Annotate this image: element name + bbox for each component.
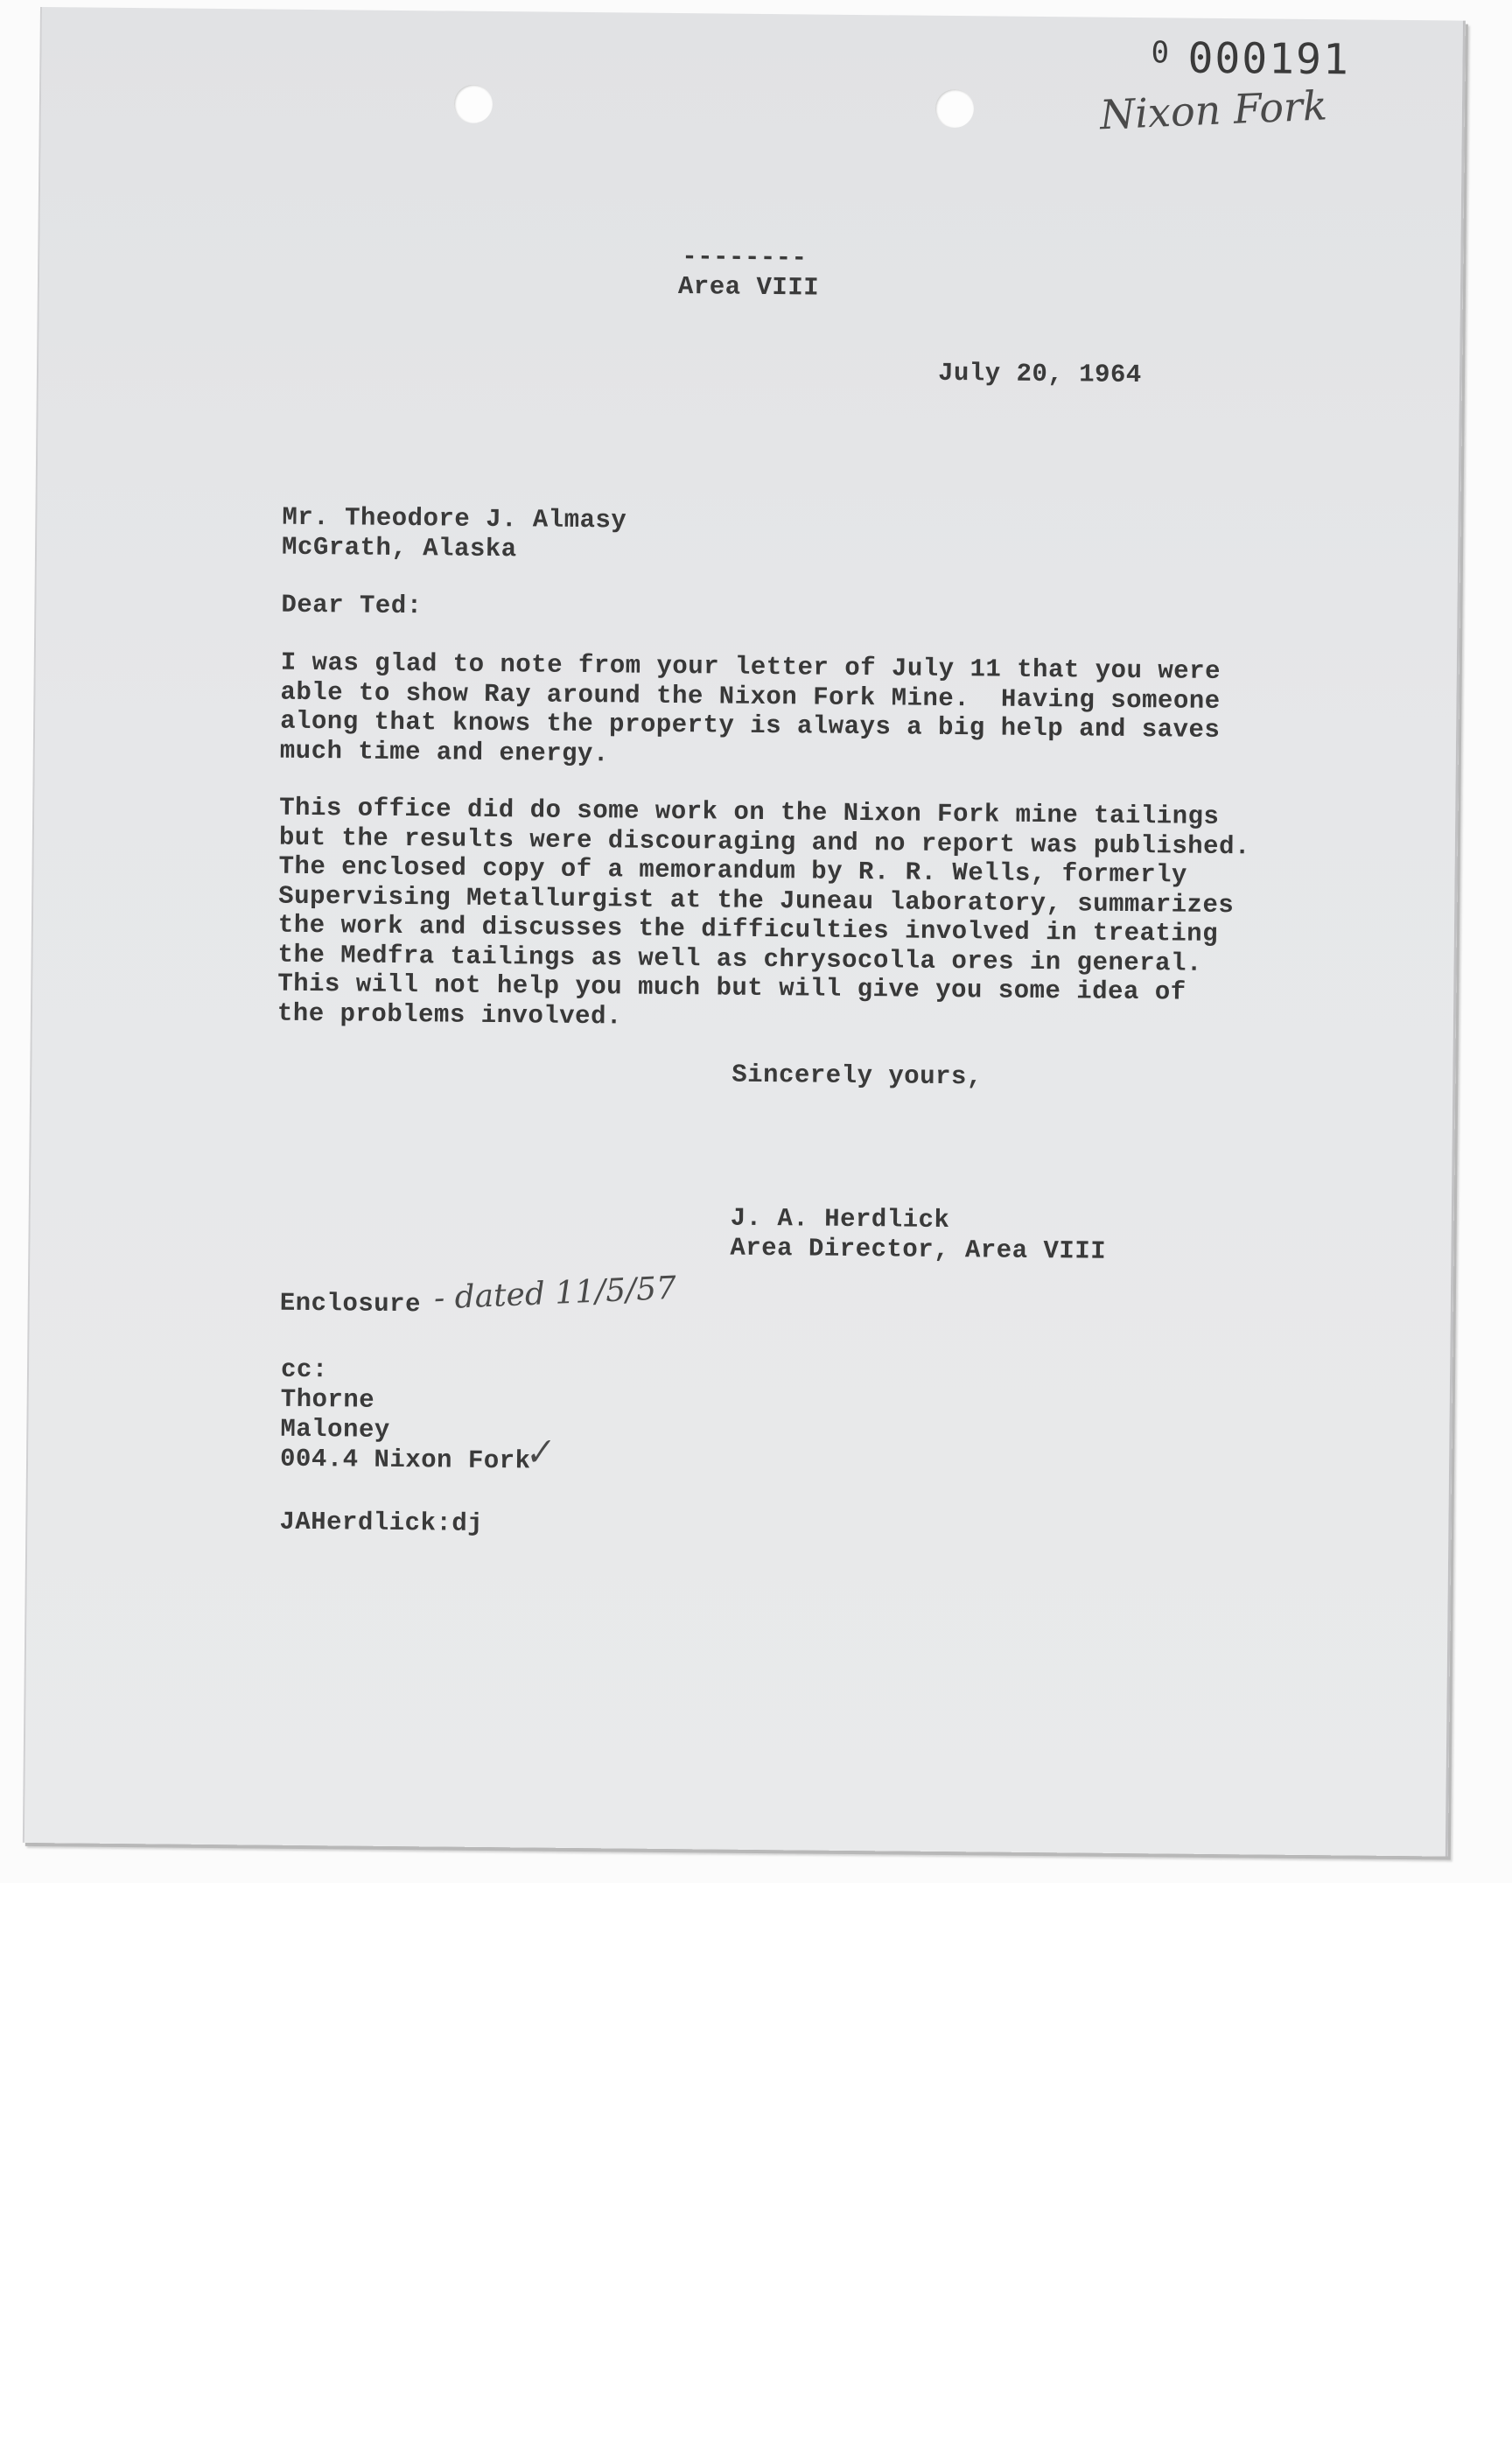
enclosure-handwritten-note: - dated 11/5/57 — [433, 1270, 677, 1317]
paragraph-line: much time and energy. — [279, 736, 609, 768]
document-number-stamp: 000191 — [1187, 33, 1351, 85]
recipient-location: McGrath, Alaska — [281, 532, 517, 564]
cc-label: cc: — [280, 1354, 328, 1385]
paragraph-line: the work and discusses the difficulties involved in treating — [277, 910, 1219, 948]
paragraph-line: The enclosed copy of a memorandum by R. R. Wells, formerly — [278, 851, 1188, 890]
body-paragraph-2 — [276, 793, 1250, 1038]
check-mark-icon: ✓ — [520, 1431, 556, 1475]
recipient-name: Mr. Theodore J. Almasy — [282, 502, 627, 536]
cc-recipient: Thorne — [280, 1384, 375, 1415]
cc-recipient: Maloney — [280, 1414, 390, 1445]
cc-recipient: 004.4 Nixon Fork — [279, 1444, 531, 1476]
salutation: Dear Ted: — [281, 590, 423, 621]
paragraph-line: along that knows the property is always a big help and saves — [280, 706, 1221, 745]
letter-page — [23, 7, 1466, 1857]
enclosure-label: Enclosure — [279, 1288, 422, 1320]
paragraph-line: the problems involved. — [276, 998, 622, 1031]
paragraph-line: I was glad to note from your letter of July 11 that you were — [280, 648, 1222, 686]
paragraph-line: This will not help you much but will give you some idea of — [277, 969, 1186, 1007]
document-number-prefix: 0 — [1151, 35, 1170, 71]
letter-date: July 20, 1964 — [937, 358, 1142, 390]
header-area: Area VIII — [677, 272, 820, 303]
paragraph-line: Supervising Metallurgist at the Juneau laboratory, summarizes — [278, 881, 1235, 920]
paragraph-line: able to show Ray around the Nixon Fork Mine. Having someone — [280, 677, 1221, 716]
paragraph-line: but the results were discouraging and no report was published. — [278, 822, 1250, 861]
body-paragraph-1 — [280, 648, 1243, 775]
paragraph-line: This office did do some work on the Nixon Fork mine tailings — [279, 793, 1220, 831]
punch-hole-right — [935, 89, 974, 128]
typist-reference: JAHerdlick:dj — [279, 1507, 484, 1538]
signature-name: J. A. Herdlick — [730, 1203, 950, 1236]
signature-title: Area Director, Area VIII — [730, 1233, 1107, 1266]
punch-hole-left — [454, 85, 493, 123]
paragraph-line: the Medfra tailings as well as chrysocolla ores in general. — [277, 940, 1203, 978]
closing: Sincerely yours, — [732, 1060, 983, 1092]
header-dashes: -------- — [682, 242, 808, 273]
handwritten-label: Nixon Fork — [1098, 81, 1328, 139]
